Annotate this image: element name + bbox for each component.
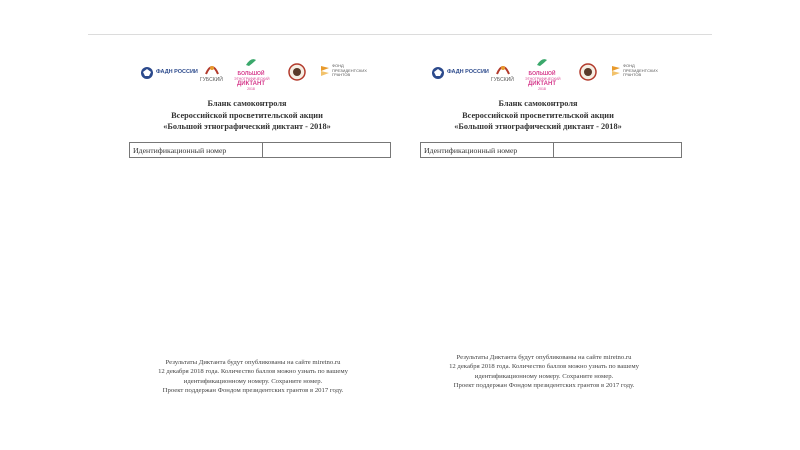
dictation-logo-line1: БОЛЬШОЙ [237, 71, 265, 77]
dictation-logo-line3: ДИКТАНТ [527, 81, 557, 87]
round-emblem-logo [579, 63, 597, 86]
self-control-form-right [393, 58, 683, 398]
fund-flag-icon [320, 65, 330, 77]
gubsky-logo-text: ГУБСКИЙ [491, 77, 514, 83]
round-emblem-logo [288, 63, 306, 86]
dictation-logo [234, 54, 268, 91]
heading-line2: Всероссийской просветительской акции [462, 110, 614, 120]
fund-logo-line2: ПРЕЗИДЕНТСКИХ [332, 67, 367, 73]
top-divider [88, 34, 712, 35]
fund-logo-line3: ГРАНТОВ [623, 72, 642, 77]
partner-logos [134, 60, 374, 90]
gubsky-leaf-icon [202, 62, 222, 76]
form-footer [124, 358, 382, 396]
footer-line4: Проект поддержан Фондом президентских грантов в 2017 году. [453, 382, 635, 390]
fund-logo-line1: ФОНД [332, 63, 344, 68]
heading-line3: «Большой этнографический диктант - 2018» [163, 122, 331, 131]
dictation-logo [525, 54, 559, 91]
id-number-label: Идентификационный номер [421, 143, 554, 157]
fadn-logo [431, 66, 489, 85]
form-heading [102, 98, 392, 133]
eagle-emblem-icon [431, 66, 445, 80]
gubsky-logo [493, 62, 513, 81]
footer-line1: Результаты Диктанта будут опубликованы на сайте miretno.ru [456, 354, 632, 361]
footer-line4: Проект поддержан Фондом президентских грантов в 2017 году. [162, 387, 344, 395]
dictation-logo-line1: БОЛЬШОЙ [528, 71, 556, 77]
dictation-logo-year: 2018 [538, 87, 546, 91]
footer-line2: 12 декабря 2018 года. Количество баллов можно узнать по вашему [158, 368, 348, 376]
gubsky-logo-text: ГУБСКИЙ [200, 77, 223, 83]
fund-flag-icon [611, 65, 621, 77]
heading-line3: «Большой этнографический диктант - 2018» [454, 122, 622, 131]
form-heading [393, 98, 683, 133]
fund-logo-line2: ПРЕЗИДЕНТСКИХ [623, 67, 658, 73]
dictation-logo-line3: ДИКТАНТ [236, 81, 266, 87]
partner-logos [425, 60, 665, 90]
footer-line2: 12 декабря 2018 года. Количество баллов можно узнать по вашему [449, 363, 639, 371]
dictation-logo-year: 2018 [247, 87, 255, 91]
form-footer [415, 353, 673, 391]
id-number-table [129, 142, 391, 158]
gubsky-logo [202, 62, 222, 81]
footer-line1: Результаты Диктанта будут опубликованы на сайте miretno.ru [165, 359, 341, 366]
fadn-logo-text: ФАДН РОССИИ [447, 69, 489, 75]
id-number-table [420, 142, 682, 158]
fund-logo-line3: ГРАНТОВ [332, 72, 351, 77]
heading-line1: Бланк самоконтроля [207, 99, 287, 108]
heading-line1: Бланк самоконтроля [498, 99, 578, 108]
self-control-form-left [102, 58, 392, 398]
fund-grants-logo [320, 63, 367, 82]
fadn-logo-text: ФАДН РОССИИ [156, 69, 198, 75]
dictation-logo-line2: ЭТНОГРАФИЧЕСКИЙ [525, 77, 561, 81]
footer-line3: идентификационному номеру. Сохраните номер. [474, 372, 614, 380]
id-number-field[interactable] [554, 143, 681, 157]
dictation-bird-icon [536, 57, 548, 67]
round-emblem-icon [288, 63, 306, 81]
fadn-logo [140, 66, 198, 85]
id-number-field[interactable] [263, 143, 390, 157]
fund-grants-logo [611, 63, 658, 82]
eagle-emblem-icon [140, 66, 154, 80]
gubsky-leaf-icon [493, 62, 513, 76]
round-emblem-icon [579, 63, 597, 81]
fund-logo-line1: ФОНД [623, 63, 635, 68]
dictation-logo-line2: ЭТНОГРАФИЧЕСКИЙ [234, 77, 270, 81]
dictation-bird-icon [245, 57, 257, 67]
footer-line3: идентификационному номеру. Сохраните номер. [183, 377, 323, 385]
id-number-label: Идентификационный номер [130, 143, 263, 157]
heading-line2: Всероссийской просветительской акции [171, 110, 323, 120]
